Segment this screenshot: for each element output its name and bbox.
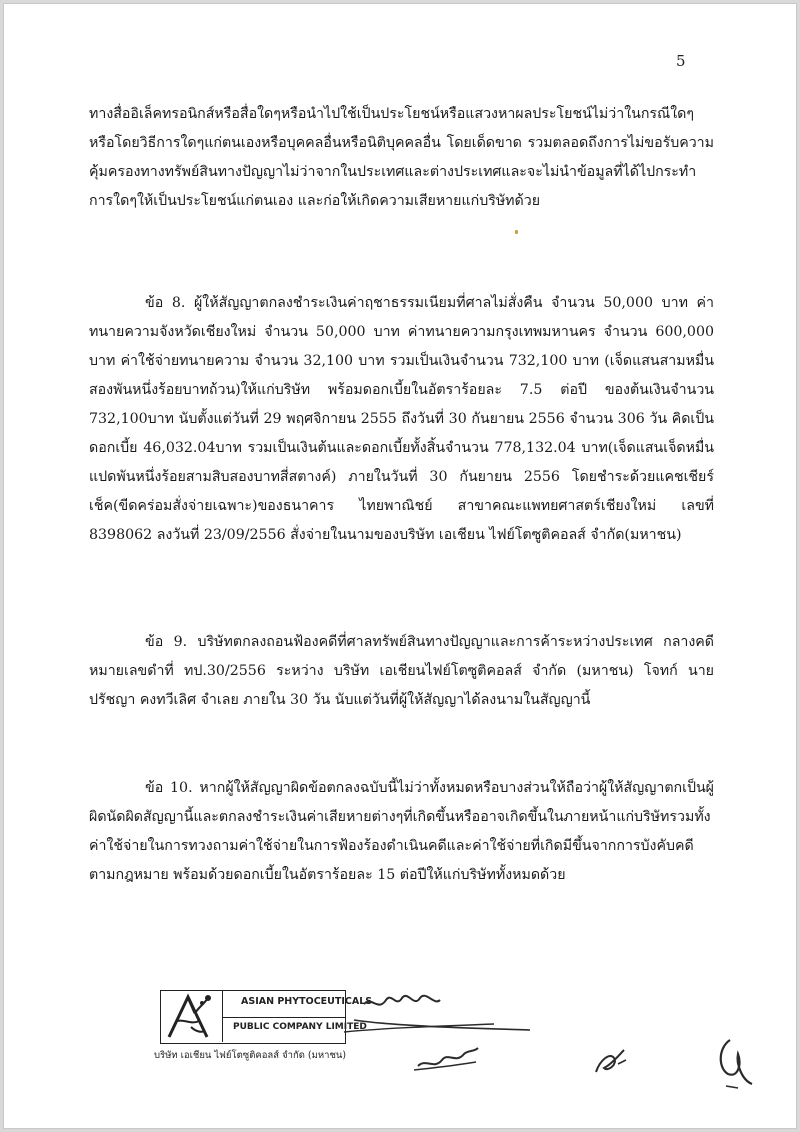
signature-upper-icon <box>344 986 544 1048</box>
clause-10-text: ข้อ 10. หากผู้ให้สัญญาผิดข้อตกลงฉบับนี้ไม่ว่าทั้งหมดหรือบางส่วนให้ถือว่าผู้ให้สัญญาตกเป็นผู้ผิดนัดผิดสัญญานี้และตกลงชำระเงินค่าเสียหายต่างๆที่เกิดขึ้นหรืออาจเกิดขึ้นในภายหน้าแก่บริษัทรวมทั้งค่าใช้จ่ายในการทวงถามค่าใช้จ่ายในการฟ้องร้องดำเนินคดีและค่าใช้จ่ายที่เกิดมีขึ้นจากการบังคับคดีตามกฎหมาย พร้อมด้วยดอกเบี้ยในอัตราร้อยละ 15 ต่อปีให้แก่บริษัททั้งหมดด้วย <box>89 780 714 883</box>
stamp-divider <box>223 1017 345 1018</box>
signature-right-icon <box>708 1034 760 1092</box>
document-page <box>3 3 797 1129</box>
paper-speck <box>515 230 518 234</box>
signature-initial-icon <box>592 1044 632 1078</box>
paragraph-intro: ทางสื่ออิเล็คทรอนิกส์หรือสื่อใดๆหรือนำไปใช้เป็นประโยชน์หรือแสวงหาผลประโยชน์ไม่ว่าในกรณีใดๆ หรือโดยวิธีการใดๆแก่ตนเองหรือบุคคลอื่นหรือนิติบุคคลอื่น โดยเด็ดขาด รวมตลอดถึงการไม่ขอรับความคุ้มครองทางทรัพย์สินทางปัญญาไม่ว่าจากในประเทศและต่างประเทศและจะไม่นำข้อมูลที่ได้ไปกระทำการใดๆให้เป็นประโยชน์แก่ตนเอง และก่อให้เกิดความเสียหายแก่บริษัทด้วย <box>89 106 714 209</box>
clause-9-paragraph <box>89 628 714 715</box>
clause-8-paragraph <box>89 289 714 550</box>
page-number: 5 <box>676 52 686 70</box>
company-logo-icon <box>161 991 223 1042</box>
clause-8-text: ข้อ 8. ผู้ให้สัญญาตกลงชำระเงินค่าฤชาธรรมเนียมที่ศาลไม่สั่งคืน จำนวน 50,000 บาท ค่าทนายความจังหวัดเชียงใหม่ จำนวน 50,000 บาท ค่าทนายความกรุงเทพมหานคร จำนวน 600,000 บาท ค่าใช้จ่ายทนายความ จำนวน 32,100 บาท รวมเป็นเงินจำนวน 732,100 บาท (เจ็ดแสนสามหมื่นสองพันหนึ่งร้อยบาทถ้วน)ให้แก่บริษัท พร้อมดอกเบี้ยในอัตราร้อยละ 7.5 ต่อปี ของต้นเงินจำนวน 732,100บาท นับตั้งแต่วันที่ 29 พฤศจิกายน 2555 ถึงวันที่ 30 กันยายน 2556 จำนวน 306 วัน คิดเป็นดอกเบี้ย 46,032.04บาท รวมเป็นเงินต้นและดอกเบี้ยทั้งสิ้นจำนวน 778,132.04 บาท(เจ็ดแสนเจ็ดหมื่นแปดพันหนึ่งร้อยสามสิบสองบาทสี่สตางค์) ภายในวันที่ 30 กันยายน 2556 โดยชำระด้วยแคชเชียร์เช็ค(ขีดคร่อมสั่งจ่ายเฉพาะ)ของธนาคาร ไทยพาณิชย์ สาขาคณะแพทยศาสตร์เชียงใหม่ เลขที่ 8398062 ลงวันที่ 23/09/2556 สั่งจ่ายในนามของบริษัท เอเชียน ไฟย์โตซูติคอลส์ จำกัด(มหาชน) <box>89 295 714 543</box>
clause-9-text: ข้อ 9. บริษัทตกลงถอนฟ้องคดีที่ศาลทรัพย์สินทางปัญญาและการค้าระหว่างประเทศ กลางคดีหมายเลขดำที่ ทป.30/2556 ระหว่าง บริษัท เอเชียนไฟย์โตซูติคอลส์ จำกัด (มหาชน) โจทก์ นายปรัชญา คงทวีเลิศ จำเลย ภายใน 30 วัน นับแต่วันที่ผู้ให้สัญญาได้ลงนามในสัญญานี้ <box>89 634 714 708</box>
stamp-thai-caption: บริษัท เอเชียน ไฟย์โตซูติคอลส์ จำกัด (มหาชน) <box>154 1050 347 1061</box>
stamp-company-type: PUBLIC COMPANY LIMITED <box>233 1022 367 1032</box>
clause-10-paragraph <box>89 774 714 890</box>
stamp-company-name: ASIAN PHYTOCEUTICALS <box>241 996 373 1007</box>
signature-witness-icon <box>412 1040 482 1074</box>
